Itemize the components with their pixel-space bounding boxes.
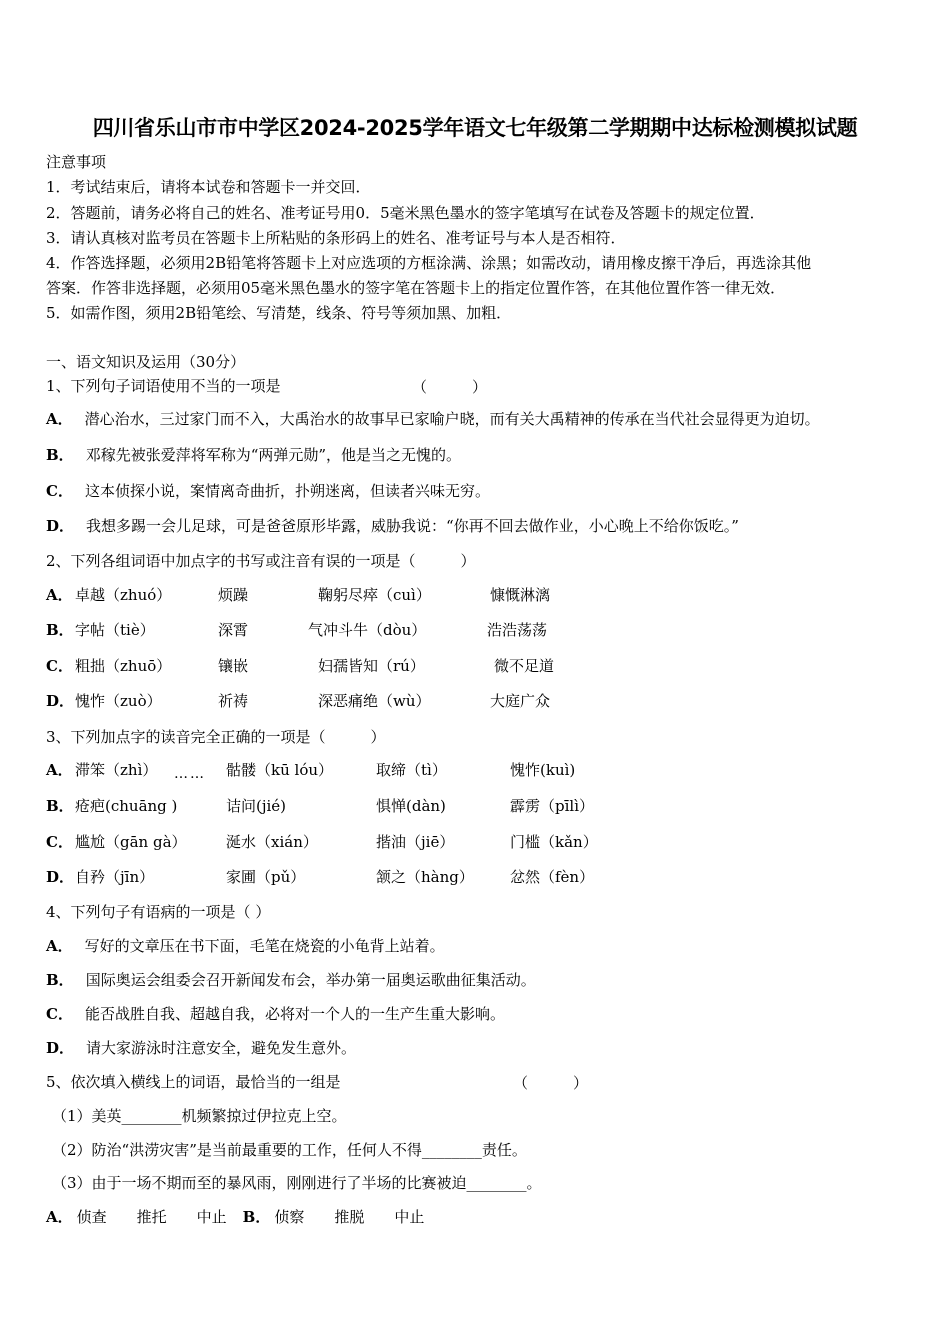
q3-cell: 愧怍(kuì)	[510, 761, 576, 779]
q3-cell: 忿然（fèn）	[510, 868, 595, 886]
notice-item: 4．作答选择题，必须用2B铅笔将答题卡上对应选项的方框涂满、涂黑；如需改动，请用橡皮擦干净后，再选涂其他	[46, 254, 812, 272]
q2-cell: 慷慨淋漓	[490, 586, 551, 604]
question-4-stem: 4、下列句子有语病的一项是（ ）	[46, 903, 271, 921]
q1-option-b: B． 邓稼先被张爱萍将军称为“两弹元勋”，他是当之无愧的。	[46, 446, 462, 464]
q2-row-label: D．	[46, 692, 75, 710]
q3-cell: 疮疤(chuāng )	[75, 797, 178, 815]
q1-option-d: D． 我想多踢一会儿足球，可是爸爸原形毕露，威胁我说：“你再不回去做作业，小心晚上不给你饭吃。”	[46, 517, 739, 535]
q1-option-c: C． 这本侦探小说，案情离奇曲折，扑朔迷离，但读者兴味无穷。	[46, 482, 490, 500]
q3-cell: 尴尬（gān gà）	[75, 833, 187, 851]
q3-cell: 滞笨（zhì）	[75, 761, 158, 779]
q3-cell: 门槛（kǎn）	[510, 833, 598, 851]
q3-row-label: A．	[46, 761, 73, 779]
notice-item: 1．考试结束后，请将本试卷和答题卡一并交回．	[46, 178, 371, 196]
q2-cell: 深霄	[218, 621, 249, 639]
q2-cell: 愧怍（zuò）	[75, 692, 162, 710]
question-5-answer-paren: （ ）	[513, 1074, 589, 1092]
q2-cell: 烦躁	[218, 586, 249, 604]
q3-cell: 惧惮(dàn)	[376, 797, 446, 815]
q2-row-label: C．	[46, 657, 73, 675]
q2-cell: 粗拙（zhuō）	[75, 657, 172, 675]
q2-cell: 妇孺皆知（rú）	[318, 657, 425, 675]
q3-cell: 诘问(jié)	[226, 797, 287, 815]
q3-cell: 自矜（jīn）	[75, 868, 155, 886]
q5-blank-line: （2）防治“洪涝灾害”是当前最重要的工作，任何人不得________责任。	[52, 1141, 527, 1159]
q3-cell: 揩油（jiē）	[376, 833, 455, 851]
question-1-answer-paren: （ ）	[412, 378, 488, 396]
q2-cell: 鞠躬尽瘁（cuì）	[318, 586, 431, 604]
q4-option-a: A． 写好的文章压在书下面，毛笔在烧瓷的小龟背上站着。	[46, 937, 445, 955]
q1-option-a: A． 潜心治水，三过家门而不入，大禹治水的故事早已家喻户晓，而有关大禹精神的传承在当代社会显得更为迫切。	[46, 410, 820, 428]
q2-cell: 浩浩荡荡	[487, 621, 548, 639]
question-3-stem: 3、下列加点字的读音完全正确的一项是（ ）	[46, 728, 386, 746]
q2-cell: 祈祷	[218, 692, 249, 710]
page-title: 四川省乐山市市中学区2024-2025学年语文七年级第二学期期中达标检测模拟试题	[92, 116, 858, 140]
q2-row-label: A．	[46, 586, 73, 604]
q5-blank-line: （1）美英________机频繁掠过伊拉克上空。	[52, 1107, 347, 1125]
question-2-stem: 2、下列各组词语中加点字的书写或注音有误的一项是（ ）	[46, 552, 476, 570]
notice-item: 5．如需作图，须用2B铅笔绘、写清楚，线条、符号等须加黑、加粗．	[46, 304, 512, 322]
q2-cell: 气冲斗牛（dòu）	[308, 621, 427, 639]
q3-cell: 涎水（xián）	[226, 833, 318, 851]
question-5-stem: 5、依次填入横线上的词语，最恰当的一组是	[46, 1073, 341, 1091]
q2-row-label: B．	[46, 621, 74, 639]
q2-cell: 卓越（zhuó）	[75, 586, 172, 604]
q3-cell: 颔之（hàng）	[376, 868, 474, 886]
q2-cell: 字帖（tiè）	[75, 621, 155, 639]
q4-option-b: B． 国际奥运会组委会召开新闻发布会，举办第一届奥运歌曲征集活动。	[46, 971, 536, 989]
section-heading: 一、语文知识及运用（30分）	[46, 353, 246, 371]
q2-cell: 大庭广众	[490, 692, 551, 710]
q3-cell: 骷髅（kū lóu）	[226, 761, 334, 779]
q3-row-label: C．	[46, 833, 73, 851]
q5-blank-line: （3）由于一场不期而至的暴风雨，刚刚进行了半场的比赛被迫________。	[52, 1174, 542, 1192]
q4-option-c: C． 能否战胜自我、超越自我，必将对一个人的一生产生重大影响。	[46, 1005, 505, 1023]
q4-option-d: D． 请大家游泳时注意安全，避免发生意外。	[46, 1039, 357, 1057]
notice-item: 2．答题前，请务必将自己的姓名、准考证号用0．5毫米黑色墨水的签字笔填写在试卷及答题卡的规定位置．	[46, 204, 765, 222]
q5-answer-options: A． 侦查 推托 中止 B． 侦察 推脱 中止	[46, 1208, 425, 1226]
q3-cell: 霹雳（pīlì）	[510, 797, 594, 815]
notice-item: 3．请认真核对监考员在答题卡上所粘贴的条形码上的姓名、准考证号与本人是否相符．	[46, 229, 626, 247]
q2-cell: 微不足道	[494, 657, 555, 675]
q3-row-label: B．	[46, 797, 74, 815]
notice-heading: 注意事项	[46, 153, 107, 171]
q2-cell: 镶嵌	[218, 657, 249, 675]
q3-cell: 家圃（pǔ）	[226, 868, 306, 886]
q2-cell: 深恶痛绝（wù）	[318, 692, 431, 710]
q3-cell: 取缔（tì）	[376, 761, 447, 779]
notice-item: 答案．作答非选择题，必须用05毫米黑色墨水的签字笔在答题卡上的指定位置作答，在其他位置作答一律无效．	[46, 279, 786, 297]
q3-row-label: D．	[46, 868, 75, 886]
question-1-stem: 1、下列句子词语使用不当的一项是	[46, 377, 281, 395]
emphasis-dots: ……	[174, 766, 206, 782]
